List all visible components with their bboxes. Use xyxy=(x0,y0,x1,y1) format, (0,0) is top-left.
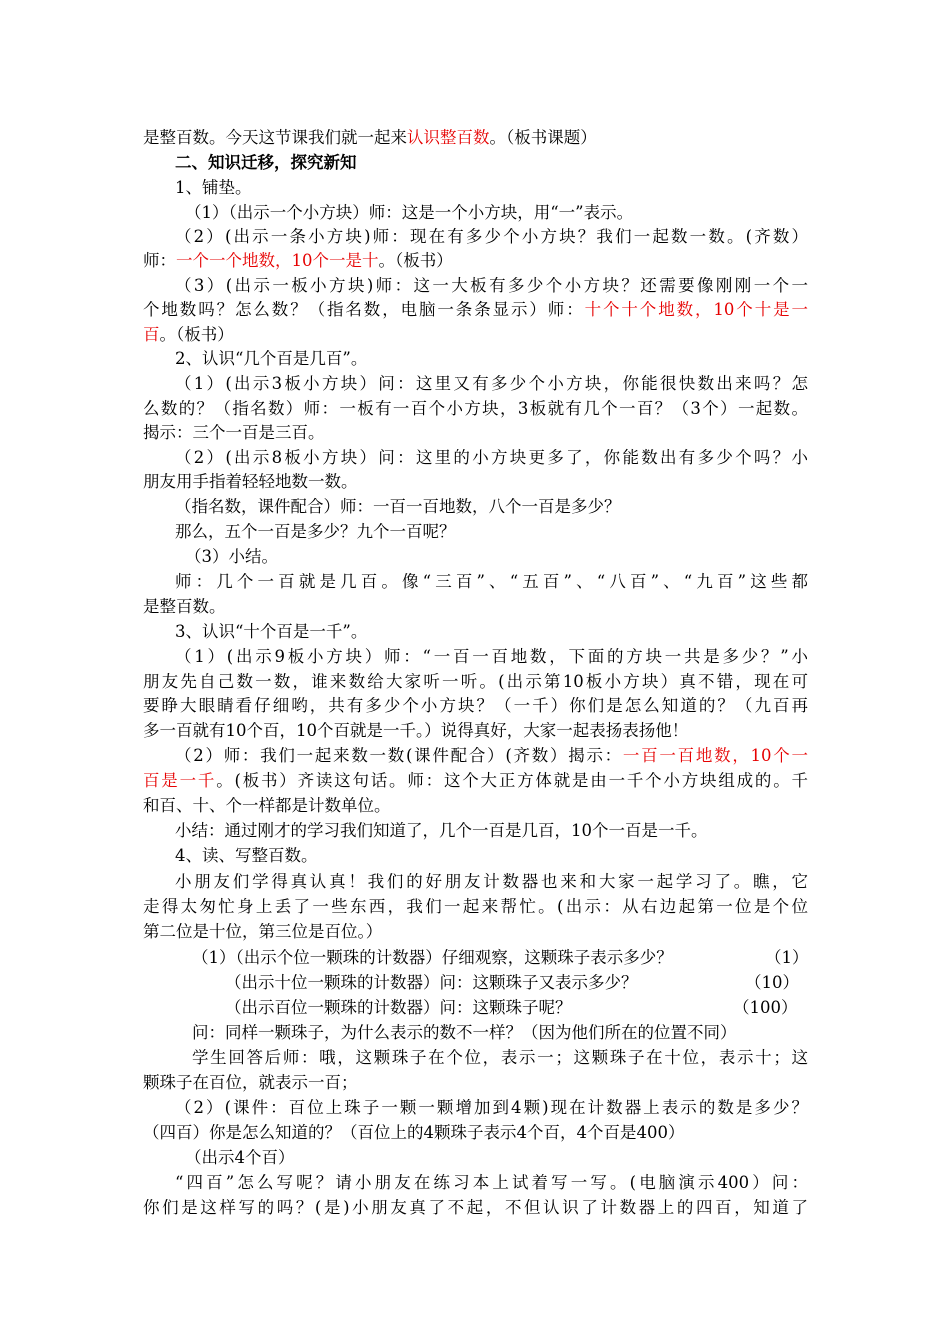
subsection-heading: 2、认识“几个百是几百”。 xyxy=(175,349,368,368)
text-line: （指名数，课件配合）师：一百一百地数，八个一百是多少？ xyxy=(175,497,621,516)
answer-text: （1） xyxy=(765,948,808,967)
text-line: 揭示：三个一百是三百。 xyxy=(143,423,325,442)
highlighted-text: 一个一个地数，10个一是十 xyxy=(176,251,379,270)
text-line: （3）(出示一板小方块)师：这一大板有多少个小方块？还需要像刚刚一个一 xyxy=(175,276,808,295)
highlighted-text: 十个十个地数，10个十是一 xyxy=(584,300,808,319)
highlighted-text: 百是一千 xyxy=(143,771,217,790)
text-line: 小结：通过刚才的学习我们知道了，几个一百是几百，10个一百是一千。 xyxy=(175,821,708,840)
text-line: 要睁大眼睛看仔细哟，共有多少个小方块？（一千）你们是怎么知道的？（九百再 xyxy=(143,696,808,715)
text-line: （1）（出示一个小方块）师：这是一个小方块，用“一”表示。 xyxy=(185,203,634,222)
text-line: （3）小结。 xyxy=(185,547,278,566)
text-line: （四百）你是怎么知道的？（百位上的4颗珠子表示4个百，4个百是400） xyxy=(143,1123,685,1142)
text-line: 朋友先自己数一数，谁来数给大家听一听。(出示第10板小方块）真不错，现在可 xyxy=(143,672,808,691)
text-line: “四百”怎么写呢？请小朋友在练习本上试着写一写。(电脑演示400）问： xyxy=(175,1173,808,1192)
text-line: （2）师：我们一起来数一数(课件配合）(齐数）揭示：一百一百地数，10个一 xyxy=(175,746,808,765)
highlighted-text: 一百一百地数，10个一 xyxy=(622,746,808,765)
section-heading: 二、知识迁移，探究新知 xyxy=(175,153,357,172)
text-line: 个地数吗？怎么数？（指名数，电脑一条条显示）师：十个十个地数，10个十是一 xyxy=(143,300,808,319)
text-line: 走得太匆忙身上丢了一些东西，我们一起来帮忙。(出示：从右边起第一位是个位 xyxy=(143,897,808,916)
text-line: 多一百就有10个百，10个百就是一千。）说得真好，大家一起表扬表扬他！ xyxy=(143,721,689,740)
text-line: 么数的？（指名数）师：一板有一百个小方块，3板就有几个一百？（3个）一起数。 xyxy=(143,399,808,418)
text-line: 颗珠子在百位，就表示一百； xyxy=(143,1073,358,1092)
text-line: 是整百数。今天这节课我们就一起来认识整百数。（板书课题） xyxy=(143,128,597,147)
text-line: 百。（板书） xyxy=(143,325,234,344)
text-line: 学生回答后师：哦，这颗珠子在个位，表示一；这颗珠子在十位，表示十；这 xyxy=(192,1048,808,1067)
text-line: （1）(出示3板小方块）问：这里又有多少个小方块，你能很快数出来吗？怎 xyxy=(175,374,808,393)
text-line: 问：同样一颗珠子，为什么表示的数不一样？（因为他们所在的位置不同） xyxy=(192,1023,737,1042)
text-line: （出示百位一颗珠的计数器）问：这颗珠子呢？ （100） xyxy=(225,996,808,1020)
subsection-heading: 4、读、写整百数。 xyxy=(175,846,318,865)
highlighted-text: 百 xyxy=(143,325,160,344)
text-line: （1）(出示9板小方块）师：“一百一百地数，下面的方块一共是多少？”小 xyxy=(175,647,808,666)
text-line: （2）(课件：百位上珠子一颗一颗增加到4颗)现在计数器上表示的数是多少？ xyxy=(175,1098,808,1117)
text-line: 师：一个一个地数，10个一是十。（板书） xyxy=(143,251,453,270)
subsection-heading: 3、认识“十个百是一千”。 xyxy=(175,622,368,641)
text-line: （出示十位一颗珠的计数器）问：这颗珠子又表示多少？ （10） xyxy=(225,971,808,995)
answer-text: （10） xyxy=(745,973,799,992)
answer-text: （100） xyxy=(733,998,798,1017)
text-line: 第二位是十位，第三位是百位。） xyxy=(143,922,383,941)
text-line: 朋友用手指着轻轻地数一数。 xyxy=(143,472,358,491)
text-line: 你们是这样写的吗？(是)小朋友真了不起，不但认识了计数器上的四百，知道了 xyxy=(143,1198,808,1217)
text-line: 小朋友们学得真认真！我们的好朋友计数器也来和大家一起学习了。瞧，它 xyxy=(175,872,808,891)
highlighted-text: 认识整百数 xyxy=(407,128,490,147)
text-line: 那么，五个一百是多少？九个一百呢？ xyxy=(175,522,456,541)
text-line: （2）(出示一条小方块)师：现在有多少个小方块？我们一起数一数。(齐数） xyxy=(175,227,808,246)
text-line: （1）（出示个位一颗珠的计数器）仔细观察，这颗珠子表示多少？ （1） xyxy=(192,946,808,970)
text-line: 师：几个一百就是几百。像“三百”、“五百”、“八百”、“九百”这些都 xyxy=(175,572,808,591)
subsection-heading: 1、铺垫。 xyxy=(175,178,252,197)
text-line: 百是一千。(板书）齐读这句话。师：这个大正方体就是由一千个小方块组成的。千 xyxy=(143,771,808,790)
text-line: 和百、十、个一样都是计数单位。 xyxy=(143,796,391,815)
text-line: （出示4个百） xyxy=(185,1148,295,1167)
text-line: （2）(出示8板小方块）问：这里的小方块更多了，你能数出有多少个吗？小 xyxy=(175,448,808,467)
text-line: 是整百数。 xyxy=(143,597,226,616)
